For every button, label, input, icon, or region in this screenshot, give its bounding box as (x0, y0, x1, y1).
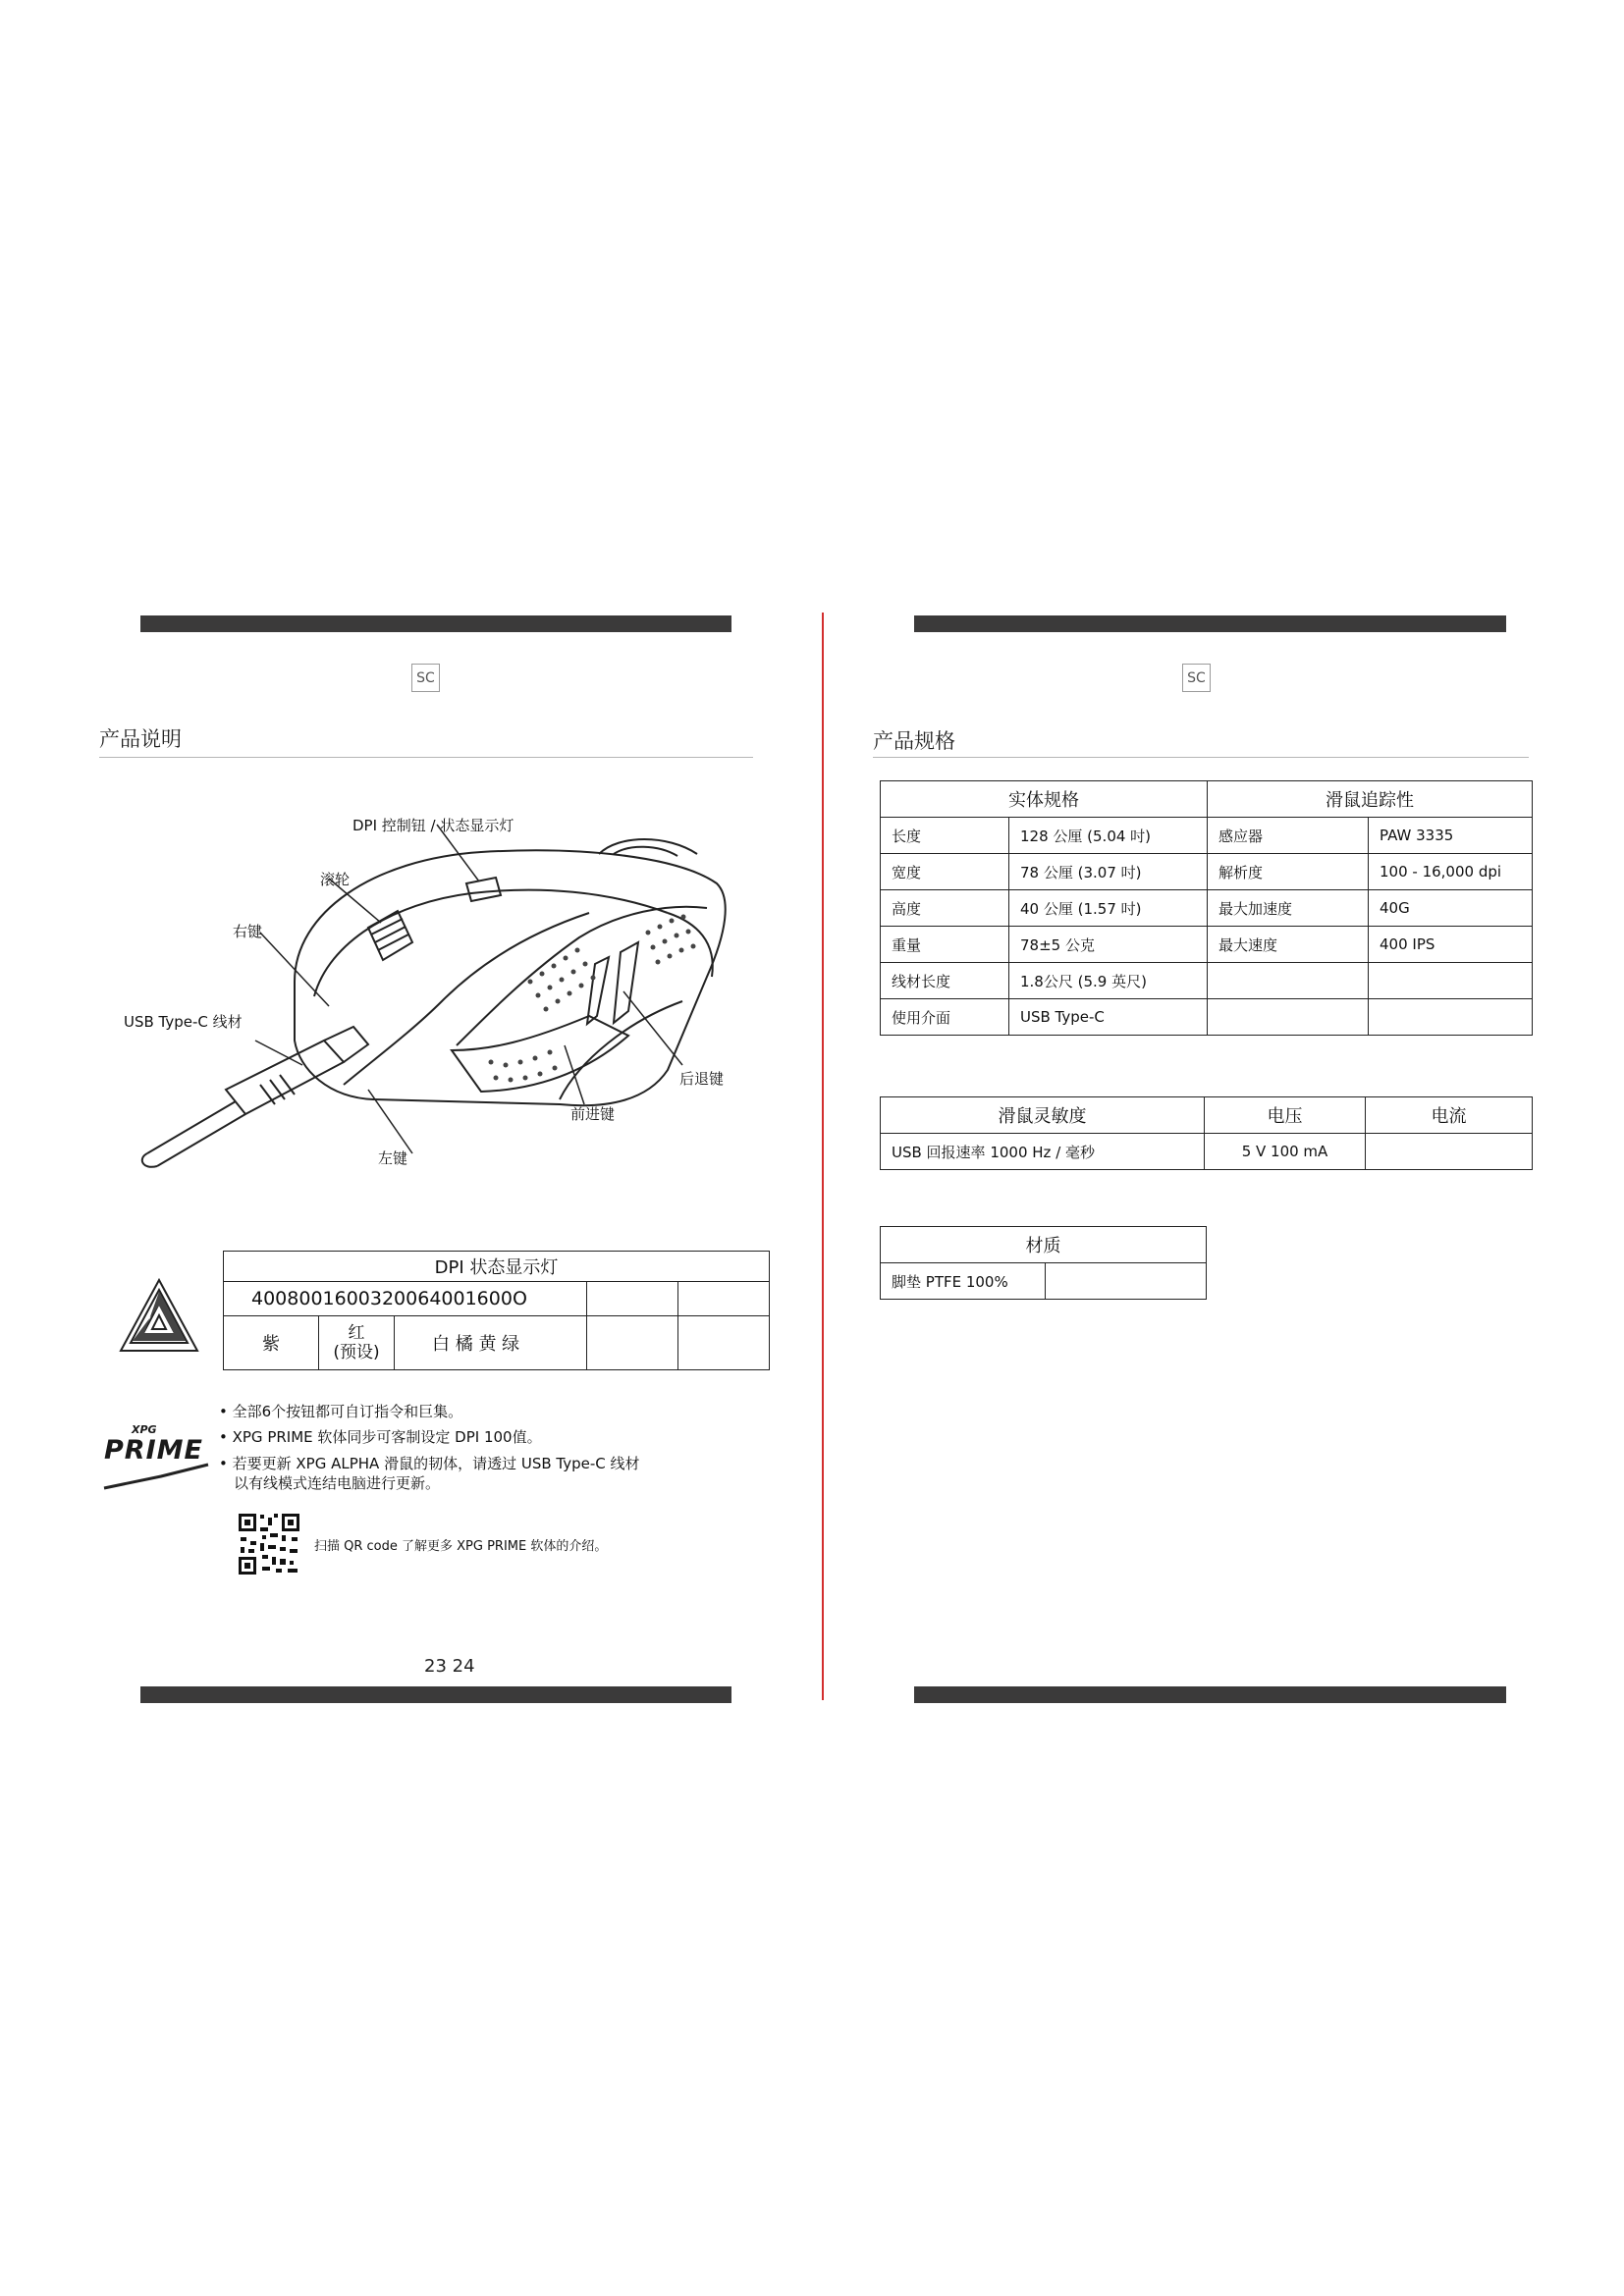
spec-cell: 128 公厘 (5.04 吋) (1009, 818, 1208, 854)
spec-cell: 40G (1369, 890, 1533, 927)
logo-small-text: XPG (132, 1423, 157, 1436)
spec-cell: 宽度 (881, 854, 1009, 890)
bullet-3-cont: 以有线模式连结电脑进行更新。 (234, 1474, 441, 1492)
spec-cell (1208, 963, 1369, 999)
sensitivity-value: USB 回报速率 1000 Hz / 毫秒 (881, 1134, 1205, 1170)
spec-head-physical: 实体规格 (881, 781, 1208, 818)
bottom-bar-left (140, 1686, 731, 1703)
spec-cell: USB Type-C (1009, 999, 1208, 1036)
dpi-empty-cell (678, 1316, 770, 1370)
mouse-diagram (118, 805, 766, 1198)
spec-head-tracking: 滑鼠追踪性 (1208, 781, 1533, 818)
spec-cell (1369, 963, 1533, 999)
title-rule-left (99, 757, 753, 758)
spec-cell: 解析度 (1208, 854, 1369, 890)
spec-cell: 线材长度 (881, 963, 1009, 999)
spec-cell: 78±5 公克 (1009, 927, 1208, 963)
label-left-button: 左键 (378, 1149, 408, 1167)
spec-cell: 最大速度 (1208, 927, 1369, 963)
page-numbers: 23 24 (424, 1656, 475, 1677)
spec-cell: 400 IPS (1369, 927, 1533, 963)
label-right-button: 右键 (233, 923, 263, 940)
dpi-color-purple: 紫 (224, 1316, 319, 1370)
sensitivity-table (880, 1096, 1533, 1170)
lang-badge-right: SC (1182, 664, 1211, 692)
dpi-empty-cell (678, 1282, 770, 1316)
head-voltage: 电压 (1205, 1097, 1366, 1134)
top-bar-right (914, 615, 1506, 632)
spec-cell: 长度 (881, 818, 1009, 854)
head-current: 电流 (1366, 1097, 1533, 1134)
label-back-button: 后退键 (679, 1070, 725, 1088)
label-usb-cable: USB Type-C 线材 (124, 1013, 243, 1031)
material-head: 材质 (881, 1227, 1207, 1263)
spec-cell: 最大加速度 (1208, 890, 1369, 927)
material-value: 脚垫 PTFE 100% (881, 1263, 1046, 1300)
label-forward-button: 前进键 (570, 1105, 616, 1123)
dpi-color-red-text: 红 (348, 1323, 365, 1343)
bullet-2: • XPG PRIME 软体同步可客制设定 DPI 100值。 (219, 1428, 542, 1446)
spec-cell: 40 公厘 (1.57 吋) (1009, 890, 1208, 927)
voltage-value: 5 V 100 mA (1205, 1134, 1366, 1170)
dpi-empty-cell (587, 1282, 678, 1316)
dpi-status-table (223, 1251, 770, 1370)
spec-cell: 重量 (881, 927, 1009, 963)
spec-cell: PAW 3335 (1369, 818, 1533, 854)
bottom-bar-right (914, 1686, 1506, 1703)
spec-cell: 78 公厘 (3.07 吋) (1009, 854, 1208, 890)
bullet-3: • 若要更新 XPG ALPHA 滑鼠的韧体，请透过 USB Type-C 线材 (219, 1455, 640, 1472)
dpi-color-red (319, 1316, 395, 1370)
label-dpi-button: DPI 控制钮 / 状态显示灯 (352, 817, 514, 834)
lang-badge-left: SC (411, 664, 440, 692)
label-scroll-wheel: 滚轮 (320, 871, 351, 888)
spec-cell (1208, 999, 1369, 1036)
current-value (1366, 1134, 1533, 1170)
dpi-color-red-default: (预设) (333, 1343, 380, 1362)
spec-cell: 100 - 16,000 dpi (1369, 854, 1533, 890)
spec-cell: 1.8公尺 (5.9 英尺) (1009, 963, 1208, 999)
spec-cell (1369, 999, 1533, 1036)
spec-cell: 使用介面 (881, 999, 1009, 1036)
spec-table (880, 780, 1533, 1036)
section-title-right: 产品规格 (873, 729, 955, 753)
dpi-empty-cell (587, 1316, 678, 1370)
spec-cell: 高度 (881, 890, 1009, 927)
material-empty-cell (1046, 1263, 1207, 1300)
dpi-table-title: DPI 状态显示灯 (224, 1252, 770, 1282)
bullet-1: • 全部6个按钮都可自订指令和巨集。 (219, 1403, 463, 1420)
dpi-color-others: 白 橘 黄 绿 (395, 1316, 587, 1370)
spec-cell: 感应器 (1208, 818, 1369, 854)
logo-large-text: PRIME (104, 1435, 203, 1466)
top-bar-left (140, 615, 731, 632)
qr-code (237, 1512, 301, 1576)
head-sensitivity: 滑鼠灵敏度 (881, 1097, 1205, 1134)
title-rule-right (873, 757, 1529, 758)
dpi-values: 4008001600320064001600O (224, 1282, 587, 1316)
dpi-triangle-icon (117, 1276, 201, 1355)
xpg-prime-logo (102, 1423, 210, 1492)
section-title-left: 产品说明 (99, 727, 182, 751)
page-divider (822, 613, 824, 1700)
qr-caption: 扫描 QR code 了解更多 XPG PRIME 软体的介绍。 (314, 1539, 608, 1554)
material-table (880, 1226, 1207, 1300)
